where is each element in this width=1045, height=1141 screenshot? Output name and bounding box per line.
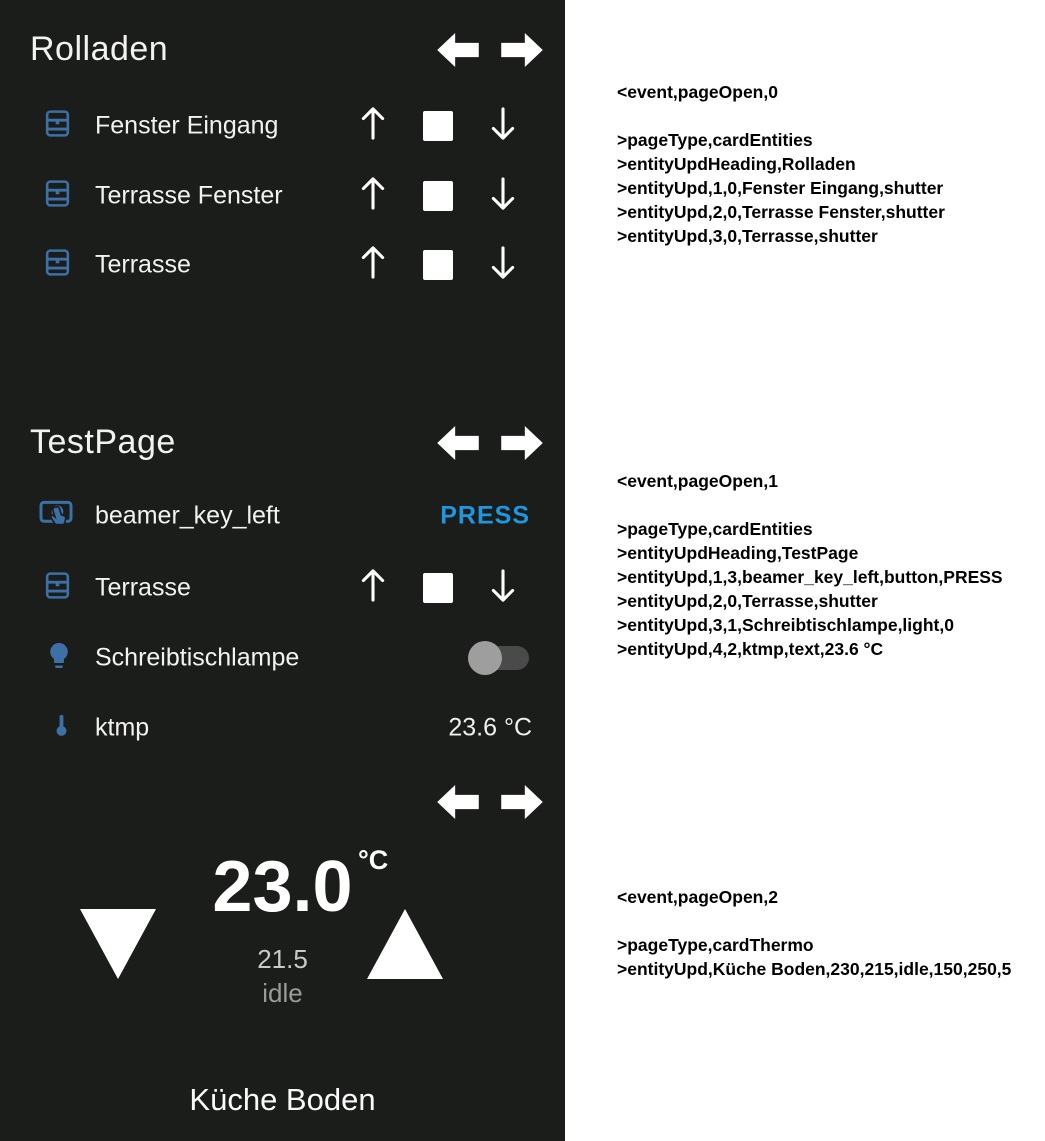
gesture-tap-button-icon: [38, 496, 74, 537]
page-title: Rolladen: [30, 30, 169, 68]
nav-prev-button[interactable]: [437, 33, 479, 67]
target-temperature: 21.5: [257, 944, 308, 974]
protocol-line: >entityUpd,2,0,Terrasse Fenster,shutter: [617, 202, 945, 222]
protocol-line: <event,pageOpen,1: [617, 471, 778, 491]
protocol-line: [617, 104, 945, 128]
shutter-down-button[interactable]: [483, 567, 523, 610]
arrow-right-icon: [501, 33, 543, 67]
shutter-stop-button[interactable]: [423, 111, 453, 141]
window-shutter-icon: [42, 247, 73, 283]
entity-label: Fenster Eingang: [95, 111, 279, 140]
entity-label: Terrasse: [95, 250, 191, 279]
entity-row-schreibtischlampe: [0, 630, 565, 686]
thermostat-entity-name: Küche Boden: [189, 1082, 376, 1117]
protocol-block-page1: [617, 469, 1003, 661]
protocol-line: <event,pageOpen,2: [617, 887, 778, 907]
protocol-line: >entityUpd,1,0,Fenster Eingang,shutter: [617, 178, 944, 198]
nav-next-button[interactable]: [501, 426, 543, 460]
entity-row-terrasse: [0, 237, 565, 293]
temperature-unit: °C: [358, 845, 389, 875]
window-shutter-icon: [42, 178, 73, 214]
hvac-state: idle: [262, 978, 303, 1008]
shutter-down-button[interactable]: [483, 244, 523, 287]
entity-label: Terrasse Fenster: [95, 181, 283, 210]
arrow-left-icon: [437, 785, 479, 819]
entity-label: ktmp: [95, 713, 150, 742]
protocol-line: >pageType,cardEntities: [617, 519, 813, 539]
entity-row-fenster-eingang: [0, 98, 565, 154]
light-toggle[interactable]: [471, 646, 529, 670]
entity-value: 23.6 °C: [448, 713, 532, 742]
protocol-line: >pageType,cardEntities: [617, 130, 813, 150]
protocol-line: >entityUpd,3,1,Schreibtischlampe,light,0: [617, 615, 954, 635]
entity-row-beamer-key-left: [0, 488, 565, 544]
protocol-line: >entityUpd,4,2,ktmp,text,23.6 °C: [617, 639, 884, 659]
protocol-line: >pageType,cardThermo: [617, 935, 814, 955]
nav-next-button[interactable]: [501, 785, 543, 819]
entity-label: beamer_key_left: [95, 501, 280, 530]
press-button[interactable]: PRESS: [440, 501, 530, 530]
protocol-block-page2: [617, 885, 1011, 981]
window-shutter-icon: [42, 108, 73, 144]
shutter-up-button[interactable]: [353, 105, 393, 148]
protocol-block-page0: [617, 80, 945, 248]
shutter-up-button[interactable]: [353, 567, 393, 610]
thermometer-icon: [48, 711, 75, 746]
protocol-line: >entityUpd,Küche Boden,230,215,idle,150,250,5: [617, 959, 1012, 979]
shutter-up-button[interactable]: [353, 175, 393, 218]
protocol-line: >entityUpd,2,0,Terrasse,shutter: [617, 591, 878, 611]
window-shutter-icon: [42, 570, 73, 606]
shutter-down-button[interactable]: [483, 175, 523, 218]
nav-prev-button[interactable]: [437, 426, 479, 460]
nav-prev-button[interactable]: [437, 785, 479, 819]
entity-row-terrasse: [0, 560, 565, 616]
arrow-right-icon: [501, 426, 543, 460]
arrow-left-icon: [437, 33, 479, 67]
protocol-line: >entityUpd,3,0,Terrasse,shutter: [617, 226, 878, 246]
arrow-left-icon: [437, 426, 479, 460]
protocol-line: >entityUpdHeading,TestPage: [617, 543, 859, 563]
nav-next-button[interactable]: [501, 33, 543, 67]
entity-label: Terrasse: [95, 573, 191, 602]
lightbulb-icon: [44, 641, 74, 676]
entity-row-ktmp: [0, 700, 565, 756]
shutter-down-button[interactable]: [483, 105, 523, 148]
arrow-right-icon: [501, 785, 543, 819]
shutter-up-button[interactable]: [353, 244, 393, 287]
entity-label: Schreibtischlampe: [95, 643, 300, 672]
protocol-line: >entityUpdHeading,Rolladen: [617, 154, 856, 174]
shutter-stop-button[interactable]: [423, 250, 453, 280]
protocol-line: <event,pageOpen,0: [617, 82, 778, 102]
protocol-line: [617, 493, 1003, 517]
page-title: TestPage: [30, 423, 176, 461]
protocol-line: >entityUpd,1,3,beamer_key_left,button,PRESS: [617, 567, 1003, 587]
current-temperature: 23.0: [212, 847, 353, 927]
entity-row-terrasse-fenster: [0, 168, 565, 224]
toggle-knob: [468, 641, 502, 675]
shutter-stop-button[interactable]: [423, 181, 453, 211]
shutter-stop-button[interactable]: [423, 573, 453, 603]
protocol-line: [617, 909, 1011, 933]
